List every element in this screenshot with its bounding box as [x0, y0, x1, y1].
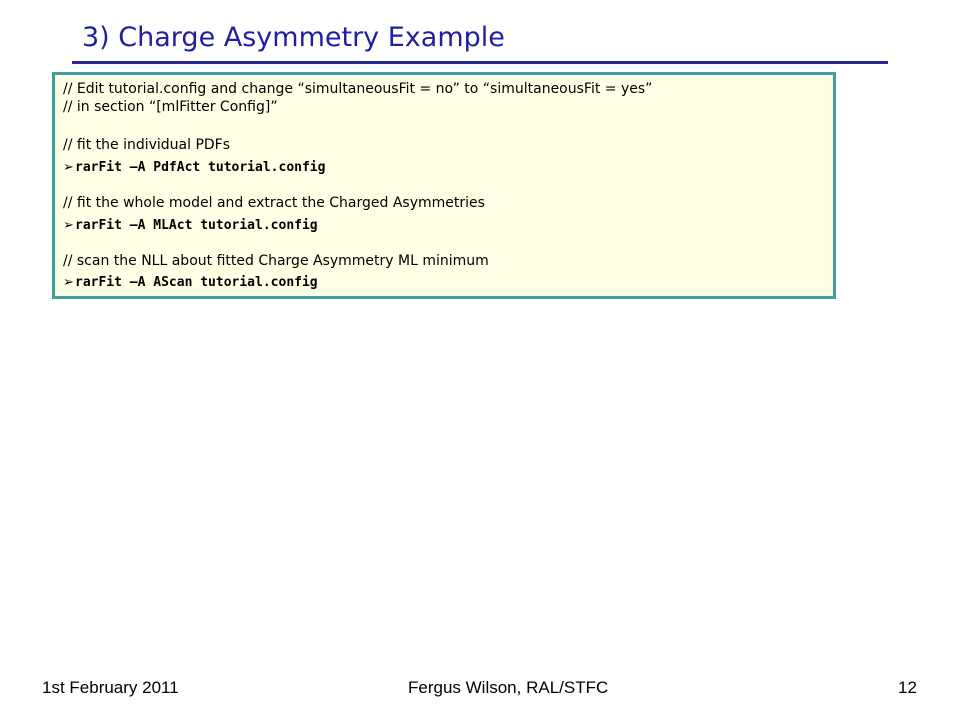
- code-comment-2: // in section “[mlFitter Config]”: [63, 99, 278, 115]
- command-text: rarFit –A PdfAct tutorial.config: [75, 160, 326, 175]
- command-text: rarFit –A MLAct tutorial.config: [75, 218, 318, 233]
- arrow-bullet-icon: ➢: [63, 218, 74, 233]
- arrow-bullet-icon: ➢: [63, 275, 74, 290]
- command-line-3: [63, 271, 318, 290]
- command-text: rarFit –A AScan tutorial.config: [75, 275, 318, 290]
- arrow-bullet-icon: ➢: [63, 160, 74, 175]
- code-comment-5: // scan the NLL about fitted Charge Asymmetry ML minimum: [63, 253, 489, 269]
- code-comment-1: // Edit tutorial.config and change “simultaneousFit = no” to “simultaneousFit = yes”: [63, 81, 653, 97]
- footer-author: Fergus Wilson, RAL/STFC: [408, 678, 609, 697]
- command-line-1: [63, 156, 325, 175]
- title-underline: [72, 61, 888, 64]
- footer-date: 1st February 2011: [42, 678, 179, 697]
- code-comment-3: // fit the individual PDFs: [63, 137, 231, 153]
- command-line-2: [63, 214, 318, 233]
- code-comment-4: // fit the whole model and extract the Charged Asymmetries: [63, 195, 485, 211]
- footer-page-number: 12: [898, 678, 917, 697]
- code-box: [52, 72, 836, 299]
- slide-title: 3) Charge Asymmetry Example: [82, 22, 505, 53]
